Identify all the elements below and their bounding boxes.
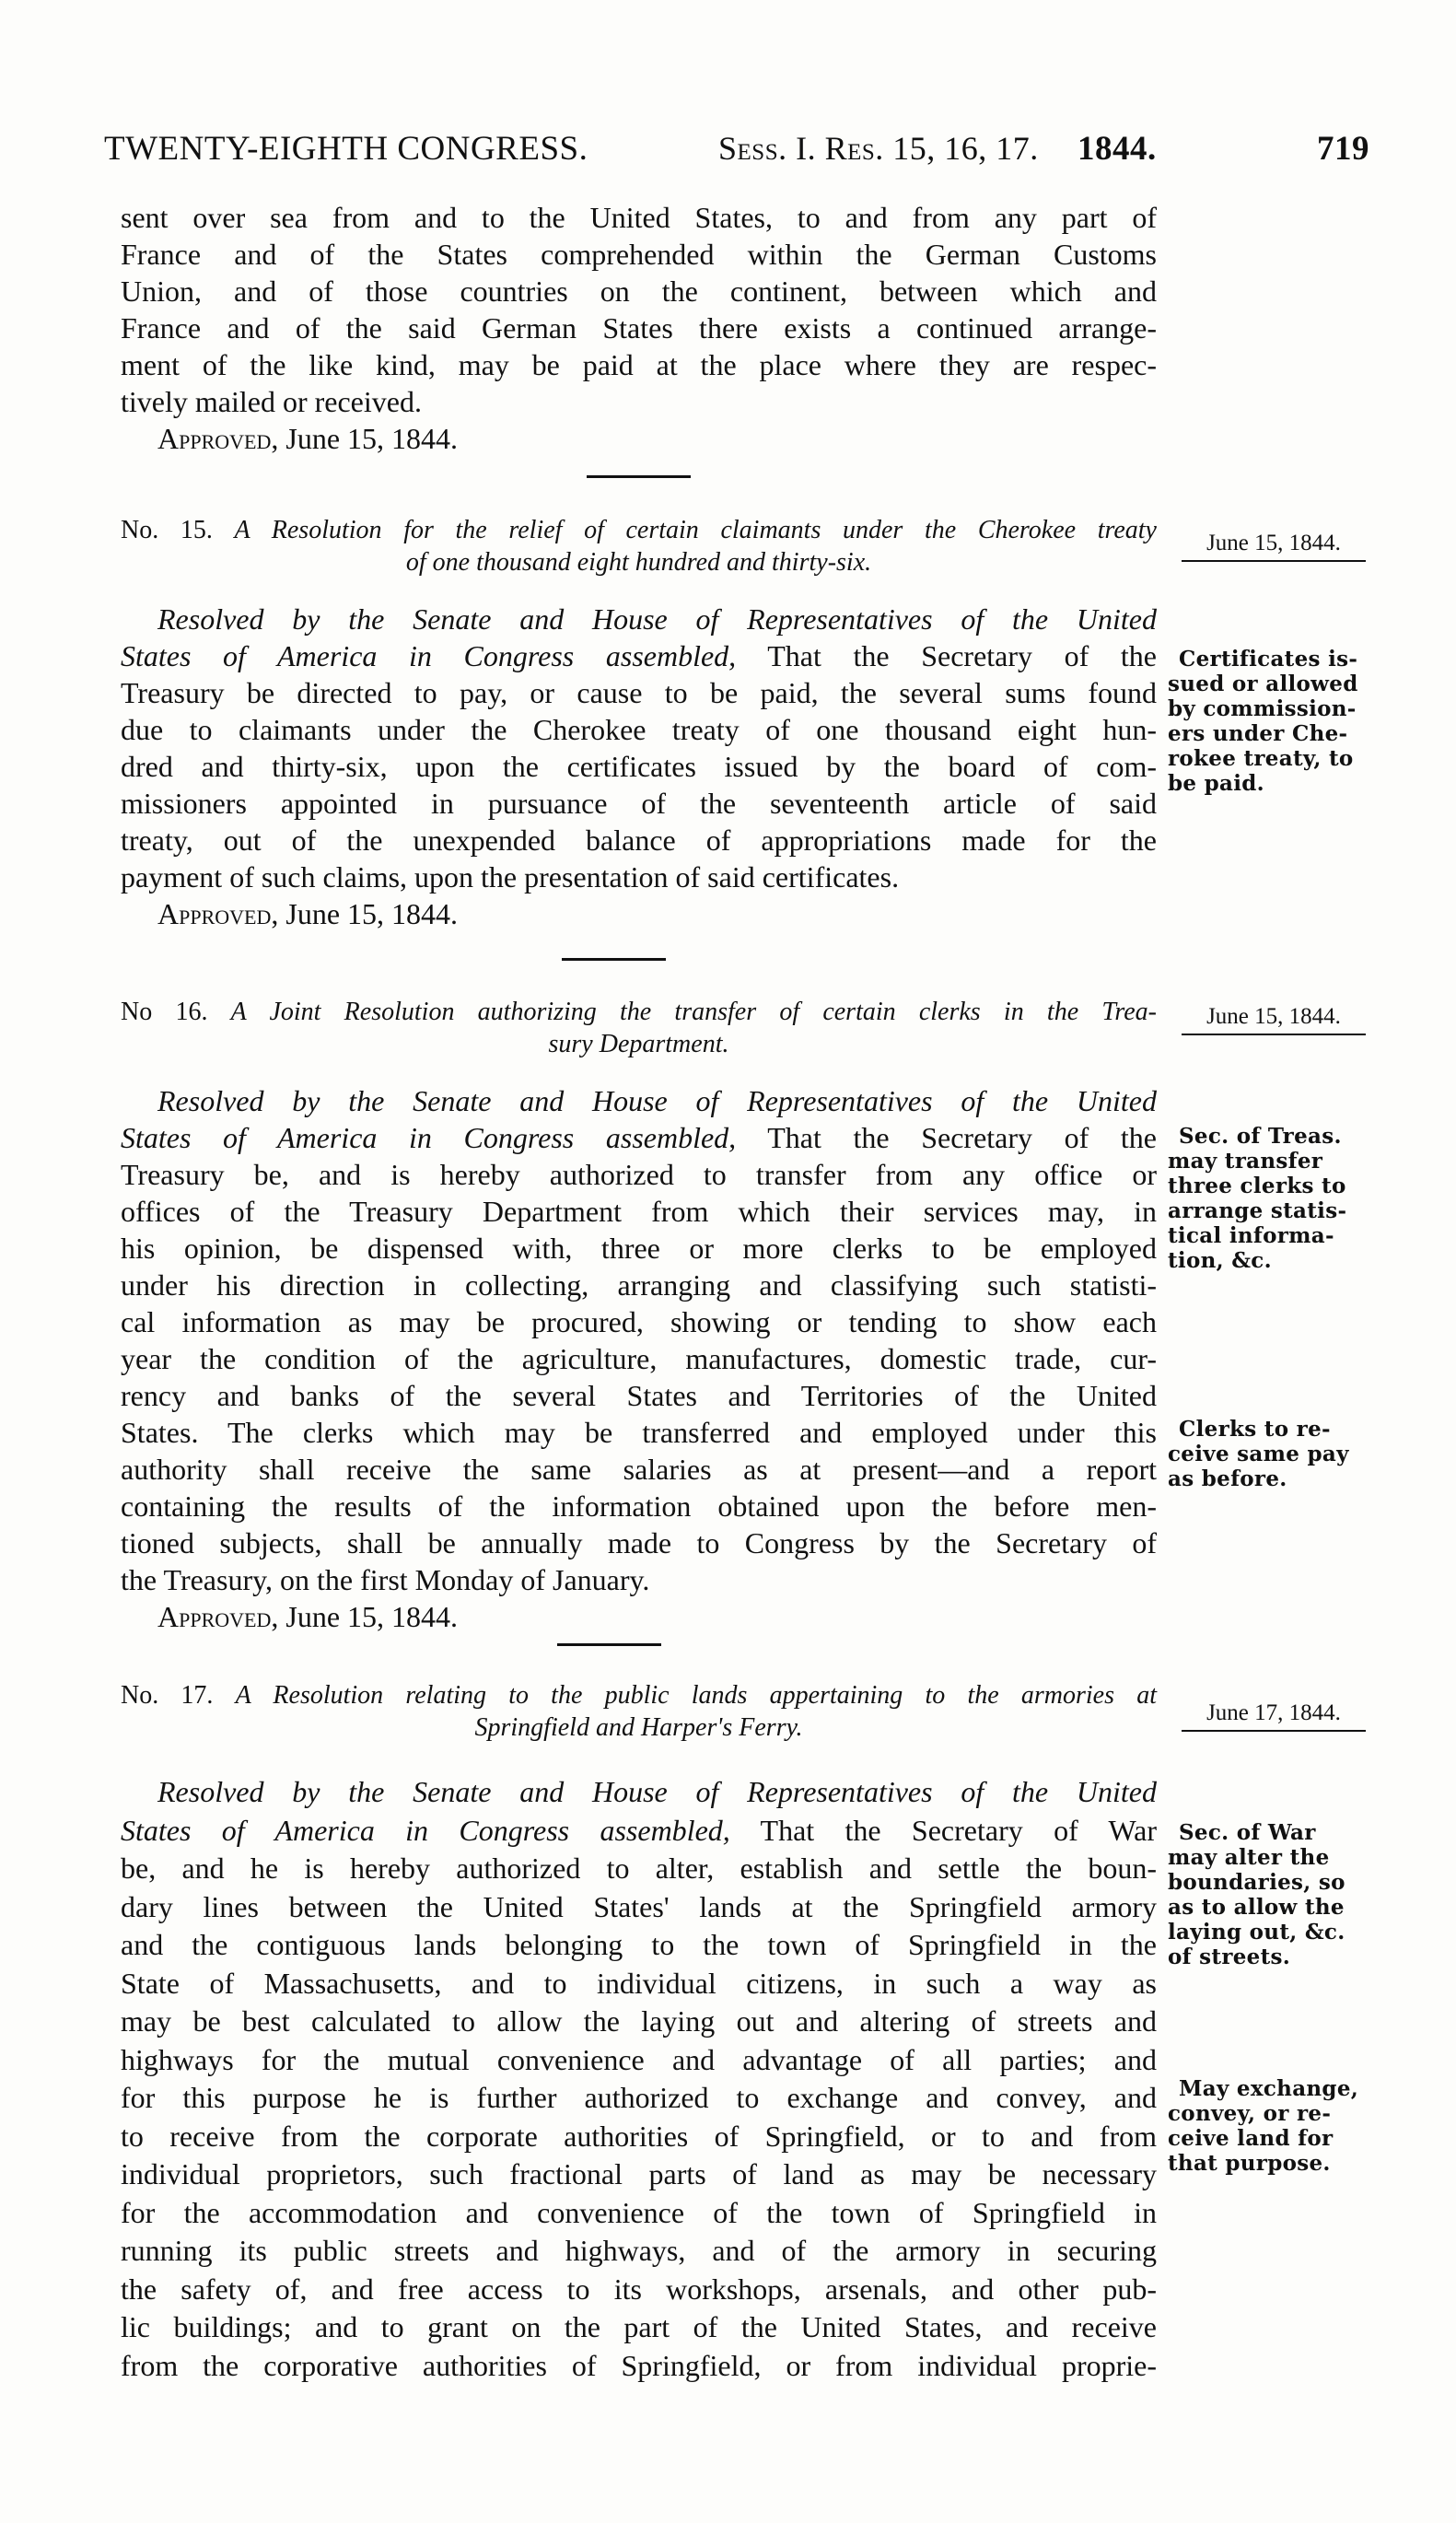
text-segment: Resolved by the Senate and House of Representatives of the United (157, 1775, 1157, 1808)
text-segment: missioners appointed in pursuance of the seventeenth article of said (121, 787, 1157, 820)
note-line: convey, or re- (1168, 2101, 1332, 2126)
text-line (121, 1965, 1157, 2003)
text-segment: sent over sea from and to the United States, to and from any part of (121, 201, 1157, 234)
text-segment: No 16. (121, 998, 231, 1026)
text-segment: States of America in Congress assembled, (121, 1813, 730, 1847)
section-divider (562, 958, 666, 961)
text-segment: treaty, out of the unexpended balance of appropriations made for the (121, 823, 1157, 857)
text-segment: for the accommodation and convenience of the town of Springfield in (121, 2195, 1157, 2229)
text-line (121, 859, 1157, 895)
text-segment: dred and thirty-six, upon the certificates issued by the board of com- (121, 750, 1157, 783)
note-line: boundaries, so (1168, 1870, 1345, 1895)
date-underline (1182, 1034, 1366, 1035)
text-line (121, 2347, 1157, 2386)
text-line (121, 2079, 1157, 2118)
text-line (121, 1340, 1157, 1377)
text-segment: for this purpose he is further authorized to exchange and convey, and (121, 2081, 1157, 2114)
running-head-congress: TWENTY-EIGHTH CONGRESS. (104, 130, 588, 168)
text-segment: States. The clerks which may be transferred and employed under this (121, 1416, 1157, 1449)
running-head-year: 1844. (1077, 130, 1157, 168)
text-segment: highways for the mutual convenience and advantage of all parties; and (121, 2042, 1157, 2076)
text-segment: No. 17. (121, 1681, 236, 1710)
text-segment: tioned subjects, shall be annually made to Congress by the Secretary of (121, 1526, 1157, 1559)
text-line (121, 1926, 1157, 1965)
running-head-session: Sess. I. Res. 15, 16, 17. (718, 130, 1039, 167)
note-line: May exchange, (1179, 2076, 1359, 2101)
margin-note (1168, 1124, 1366, 1273)
note-line: ceive land for (1168, 2126, 1334, 2151)
text-segment: the Treasury, on the first Monday of January. (121, 1563, 650, 1596)
text-segment: That the Secretary of the (736, 1121, 1158, 1154)
text-line (121, 199, 1157, 236)
resolution-17-date (1182, 1700, 1366, 1732)
approved-line (121, 895, 1157, 932)
text-segment: the safety of, and free access to its workshops, arsenals, and other pub- (121, 2272, 1157, 2306)
date-text: June 17, 1844. (1206, 1700, 1341, 1725)
note-line: rokee treaty, to (1168, 746, 1354, 771)
text-line (121, 1561, 1157, 1598)
text-line (121, 601, 1157, 637)
text-segment: may be best calculated to allow the laying out and altering of streets and (121, 2004, 1157, 2038)
text-line (121, 1888, 1157, 1927)
note-line: be paid. (1168, 771, 1264, 796)
text-segment: from the corporative authorities of Springfield, or from individual proprie- (121, 2348, 1157, 2382)
text-segment: individual proprietors, such fractional parts of land as may be necessary (121, 2157, 1157, 2190)
text-line (121, 1812, 1157, 1851)
approved-line (121, 420, 1157, 457)
note-line: Sec. of Treas. (1179, 1124, 1342, 1149)
resolution-15-body (121, 601, 1157, 932)
heading-line (121, 514, 1157, 546)
heading-line (121, 996, 1157, 1028)
text-segment: Union, and of those countries on the continent, between which and (121, 274, 1157, 308)
text-segment: Approved (157, 897, 272, 930)
text-line (121, 1119, 1157, 1156)
heading-line (121, 546, 1157, 578)
text-segment: Resolved by the Senate and House of Representatives of the United (157, 1084, 1157, 1117)
text-segment: That the Secretary of War (729, 1813, 1158, 1847)
text-segment: containing the results of the information obtained upon the before men- (121, 1489, 1157, 1523)
text-segment: lic buildings; and to grant on the part of the United States, and receive (121, 2310, 1157, 2343)
text-segment: due to claimants under the Cherokee treaty of one thousand eight hun- (121, 713, 1157, 746)
date-underline (1182, 1730, 1366, 1732)
section-divider (557, 1643, 661, 1646)
note-line: may transfer (1168, 1149, 1323, 1174)
text-line (121, 2308, 1157, 2347)
text-segment: Treasury be, and is hereby authorized to transfer from any office or (121, 1158, 1157, 1191)
date-underline (1182, 560, 1366, 562)
resolution-15-date (1182, 531, 1366, 562)
text-segment: year the condition of the agriculture, manufactures, domestic trade, cur- (121, 1342, 1157, 1375)
note-line: arrange statis- (1168, 1198, 1347, 1223)
section-divider (587, 475, 691, 478)
note-line: sued or allowed (1168, 672, 1358, 696)
text-line (121, 310, 1157, 346)
text-line (121, 637, 1157, 674)
text-line (121, 2232, 1157, 2271)
resolution-17-heading (121, 1679, 1157, 1744)
text-line (121, 674, 1157, 711)
text-line (121, 1524, 1157, 1561)
text-segment: A Resolution for the relief of certain claimants under the Cherokee treaty (234, 516, 1157, 544)
note-line: Sec. of War (1179, 1820, 1316, 1845)
text-segment: States of America in Congress assembled, (121, 1121, 737, 1154)
note-line: Certificates is- (1179, 647, 1358, 672)
note-line: tical informa- (1168, 1223, 1334, 1248)
text-segment: State of Massachusetts, and to individual citizens, in such a way as (121, 1966, 1157, 2000)
text-line (121, 1082, 1157, 1119)
approved-line (121, 1598, 1157, 1635)
text-segment: A Resolution relating to the public lands appertaining to the armories at (235, 1681, 1157, 1710)
note-line: three clerks to (1168, 1174, 1346, 1198)
resolution-16-heading (121, 996, 1157, 1060)
date-text: June 15, 1844. (1206, 531, 1341, 555)
note-line: as to allow the (1168, 1895, 1345, 1920)
text-segment: sury Department. (548, 1030, 729, 1058)
text-line (121, 1850, 1157, 1888)
text-segment: France and of the States comprehended within the German Customs (121, 238, 1157, 271)
text-line (121, 2041, 1157, 2080)
text-segment: to receive from the corporate authorities of Springfield, or to and from (121, 2119, 1157, 2153)
text-segment: Treasury be directed to pay, or cause to be paid, the several sums found (121, 676, 1157, 709)
text-segment: authority shall receive the same salaries as at present—and a report (121, 1453, 1157, 1486)
text-line (121, 1156, 1157, 1193)
text-segment: , June 15, 1844. (271, 1600, 459, 1633)
text-line (121, 2194, 1157, 2233)
text-line (121, 2271, 1157, 2309)
note-line: tion, &c. (1168, 1248, 1272, 1273)
text-line (121, 711, 1157, 748)
text-segment: A Joint Resolution authorizing the transfer of certain clerks in the Trea- (230, 998, 1157, 1026)
text-segment: Approved (157, 422, 272, 455)
page-number: 719 (1317, 130, 1369, 168)
note-line: Clerks to re- (1179, 1417, 1331, 1442)
resolution-16-date (1182, 1004, 1366, 1035)
date-text: June 15, 1844. (1206, 1004, 1341, 1029)
text-segment: rency and banks of the several States and Territories of the United (121, 1379, 1157, 1412)
note-line: ers under Che- (1168, 721, 1348, 746)
text-line (121, 1303, 1157, 1340)
text-segment: cal information as may be procured, showing or tending to show each (121, 1305, 1157, 1338)
text-line (121, 748, 1157, 785)
text-line (121, 1193, 1157, 1230)
text-segment: France and of the said German States there exists a continued arrange- (121, 311, 1157, 345)
text-segment: That the Secretary of the (736, 639, 1158, 672)
text-segment: under his direction in collecting, arranging and classifying such statisti- (121, 1268, 1157, 1302)
text-line (121, 1377, 1157, 1414)
margin-note (1168, 1820, 1366, 1969)
note-line: ceive same pay (1168, 1442, 1349, 1466)
margin-note (1168, 647, 1366, 796)
text-line (121, 1488, 1157, 1524)
text-segment: , June 15, 1844. (271, 897, 459, 930)
text-line (121, 1414, 1157, 1451)
note-line: by commission- (1168, 696, 1357, 721)
text-line (121, 1451, 1157, 1488)
text-segment: , June 15, 1844. (271, 422, 459, 455)
resolution-15-heading (121, 514, 1157, 578)
note-line: of streets. (1168, 1945, 1291, 1969)
text-segment: ment of the like kind, may be paid at the place where they are respec- (121, 348, 1157, 381)
text-segment: and the contiguous lands belonging to the town of Springfield in the (121, 1928, 1157, 1961)
text-segment: tively mailed or received. (121, 385, 422, 418)
heading-line (121, 1679, 1157, 1711)
note-line: that purpose. (1168, 2151, 1331, 2176)
margin-note (1168, 1417, 1366, 1491)
text-segment: offices of the Treasury Department from which their services may, in (121, 1195, 1157, 1228)
text-segment: be, and he is hereby authorized to alter, establish and settle the boun- (121, 1851, 1157, 1885)
text-segment: running its public streets and highways, and of the armory in securing (121, 2234, 1157, 2267)
note-line: may alter the (1168, 1845, 1330, 1870)
resolution-17-body (121, 1773, 1157, 2385)
text-line (121, 236, 1157, 273)
text-segment: Resolved by the Senate and House of Representatives of the United (157, 602, 1157, 636)
text-segment: his opinion, be dispensed with, three or more clerks to be employed (121, 1232, 1157, 1265)
text-line (121, 1773, 1157, 1812)
text-segment: Approved (157, 1600, 272, 1633)
margin-note (1168, 2076, 1366, 2176)
text-line (121, 2155, 1157, 2194)
resolution-16-body (121, 1082, 1157, 1635)
heading-line (121, 1711, 1157, 1744)
text-line (121, 785, 1157, 822)
text-segment: dary lines between the United States' lands at the Springfield armory (121, 1889, 1157, 1923)
text-line (121, 273, 1157, 310)
note-line: laying out, &c. (1168, 1920, 1345, 1945)
text-line (121, 346, 1157, 383)
text-segment: payment of such claims, upon the presentation of said certificates. (121, 860, 900, 894)
text-segment: Springfield and Harper's Ferry. (474, 1713, 803, 1742)
note-line: as before. (1168, 1466, 1287, 1491)
text-line (121, 1230, 1157, 1267)
text-segment: No. 15. (121, 516, 235, 544)
text-line (121, 1267, 1157, 1303)
text-line (121, 2003, 1157, 2041)
text-line (121, 383, 1157, 420)
text-segment: States of America in Congress assembled, (121, 639, 737, 672)
continuation-paragraph (121, 199, 1157, 457)
text-line (121, 2118, 1157, 2156)
text-segment: of one thousand eight hundred and thirty-six. (405, 548, 872, 577)
text-line (121, 822, 1157, 859)
heading-line (121, 1028, 1157, 1060)
